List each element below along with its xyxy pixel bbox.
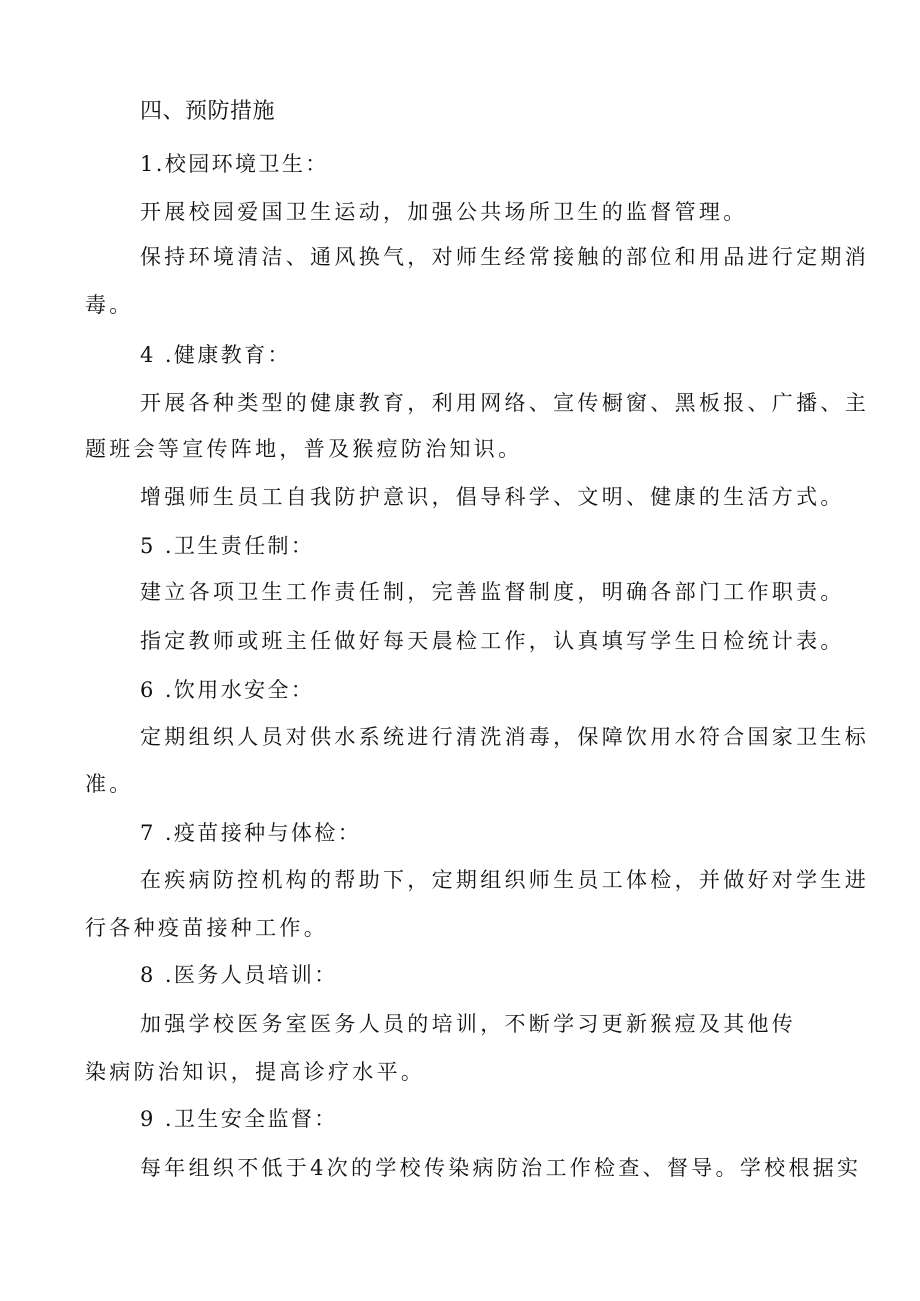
- section-title: 四、预防措施: [140, 99, 276, 124]
- item-title: 5 .卫生责任制：: [140, 534, 315, 558]
- item-title: 6 .饮用水安全：: [140, 678, 315, 702]
- paragraph-line: 加强学校医务室医务人员的培训，不断学习更新猴痘及其他传: [140, 1012, 797, 1036]
- paragraph-line: 开展校园爱国卫生运动，加强公共场所卫生的监督管理。: [140, 200, 748, 224]
- item-title: 8 .医务人员培训：: [140, 963, 338, 987]
- paragraph-line: 每年组织不低于4次的学校传染病防治工作检查、督导。学校根据实: [140, 1156, 862, 1180]
- item-title: 1.校园环境卫生：: [140, 152, 329, 176]
- item-title: 7 .疫苗接种与体检：: [140, 821, 362, 845]
- item-title: 4 .健康教育：: [140, 343, 291, 367]
- item-title: 9 .卫生安全监督：: [140, 1107, 338, 1131]
- paragraph-line: 准。: [85, 772, 134, 796]
- paragraph-line: 染病防治知识，提高诊疗水平。: [85, 1060, 426, 1084]
- paragraph-line: 题班会等宣传阵地，普及猴痘防治知识。: [85, 437, 523, 461]
- paragraph-line: 毒。: [85, 293, 134, 317]
- paragraph-line: 行各种疫苗接种工作。: [85, 916, 328, 940]
- paragraph-line: 指定教师或班主任做好每天晨检工作，认真填写学生日检统计表。: [140, 629, 845, 653]
- paragraph-line: 建立各项卫生工作责任制，完善监督制度，明确各部门工作职责。: [140, 580, 845, 604]
- paragraph-line: 增强师生员工自我防护意识，倡导科学、文明、健康的生活方式。: [140, 485, 845, 509]
- paragraph-line: 定期组织人员对供水系统进行清洗消毒，保障饮用水符合国家卫生标: [140, 725, 869, 749]
- paragraph-line: 在疾病防控机构的帮助下，定期组织师生员工体检，并做好对学生进: [140, 868, 869, 892]
- paragraph-line: 开展各种类型的健康教育，利用网络、宣传橱窗、黑板报、广播、主: [140, 391, 869, 415]
- paragraph-line: 保持环境清洁、通风换气，对师生经常接触的部位和用品进行定期消: [140, 245, 869, 269]
